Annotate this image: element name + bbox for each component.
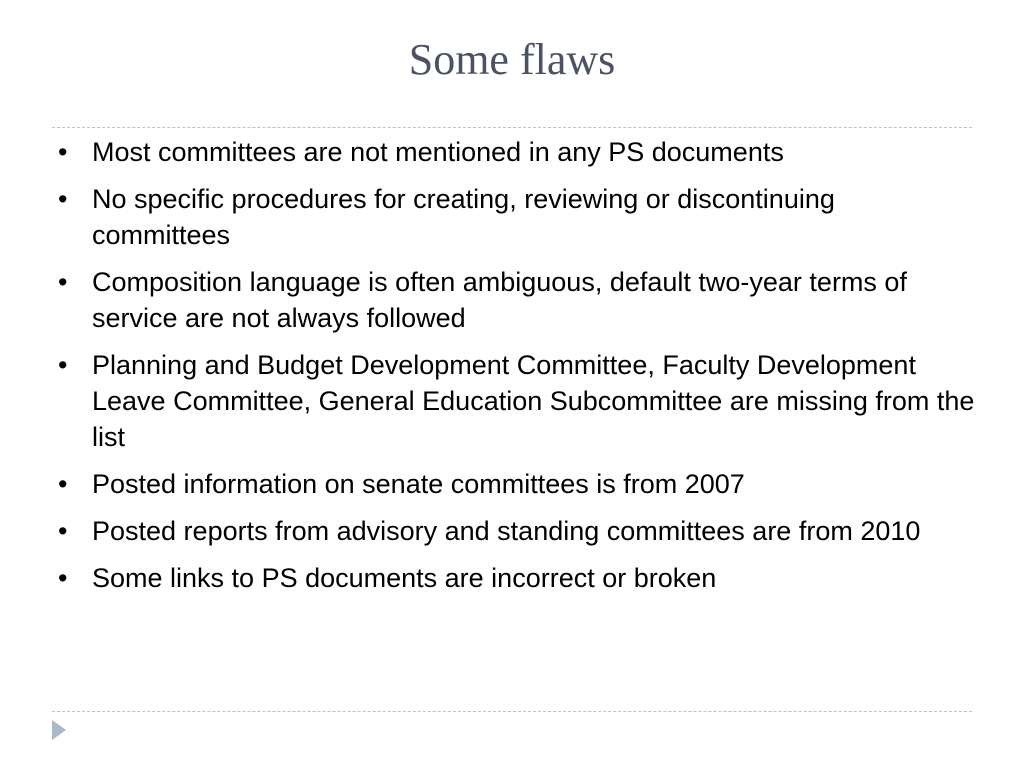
bullet-text: No specific procedures for creating, reviewing or discontinuing committees — [92, 184, 835, 250]
bullet-dot-icon: • — [58, 350, 68, 380]
bullet-dot-icon: • — [58, 469, 68, 499]
bullet-item — [58, 264, 978, 336]
bullet-text: Most committees are not mentioned in any PS documents — [92, 137, 784, 167]
bullet-dot-icon: • — [58, 563, 68, 593]
bullet-text: Posted reports from advisory and standing committees are from 2010 — [92, 516, 921, 546]
bullet-dot-icon: • — [58, 516, 68, 546]
bullet-text: Composition language is often ambiguous, default two-year terms of service are not always followed — [92, 267, 907, 333]
bullet-dot-icon: • — [58, 137, 68, 167]
bullet-list — [58, 134, 978, 596]
title-divider — [52, 127, 972, 128]
bullet-item — [58, 560, 978, 596]
bullet-item — [58, 466, 978, 502]
bullet-item — [58, 347, 978, 455]
bullet-item — [58, 513, 978, 549]
bullet-item — [58, 181, 978, 253]
footer-divider — [52, 711, 972, 712]
bullet-dot-icon: • — [58, 267, 68, 297]
slide-content — [58, 134, 978, 607]
bullet-item — [58, 134, 978, 170]
bullet-dot-icon: • — [58, 184, 68, 214]
bullet-text: Posted information on senate committees is from 2007 — [92, 469, 745, 499]
triangle-right-icon[interactable] — [52, 720, 66, 740]
bullet-text: Planning and Budget Development Committee, Faculty Development Leave Committee, General Education Subcommittee are missing from the list — [92, 350, 975, 452]
slide-title: Some flaws — [408, 35, 616, 84]
bullet-text: Some links to PS documents are incorrect or broken — [92, 563, 717, 593]
